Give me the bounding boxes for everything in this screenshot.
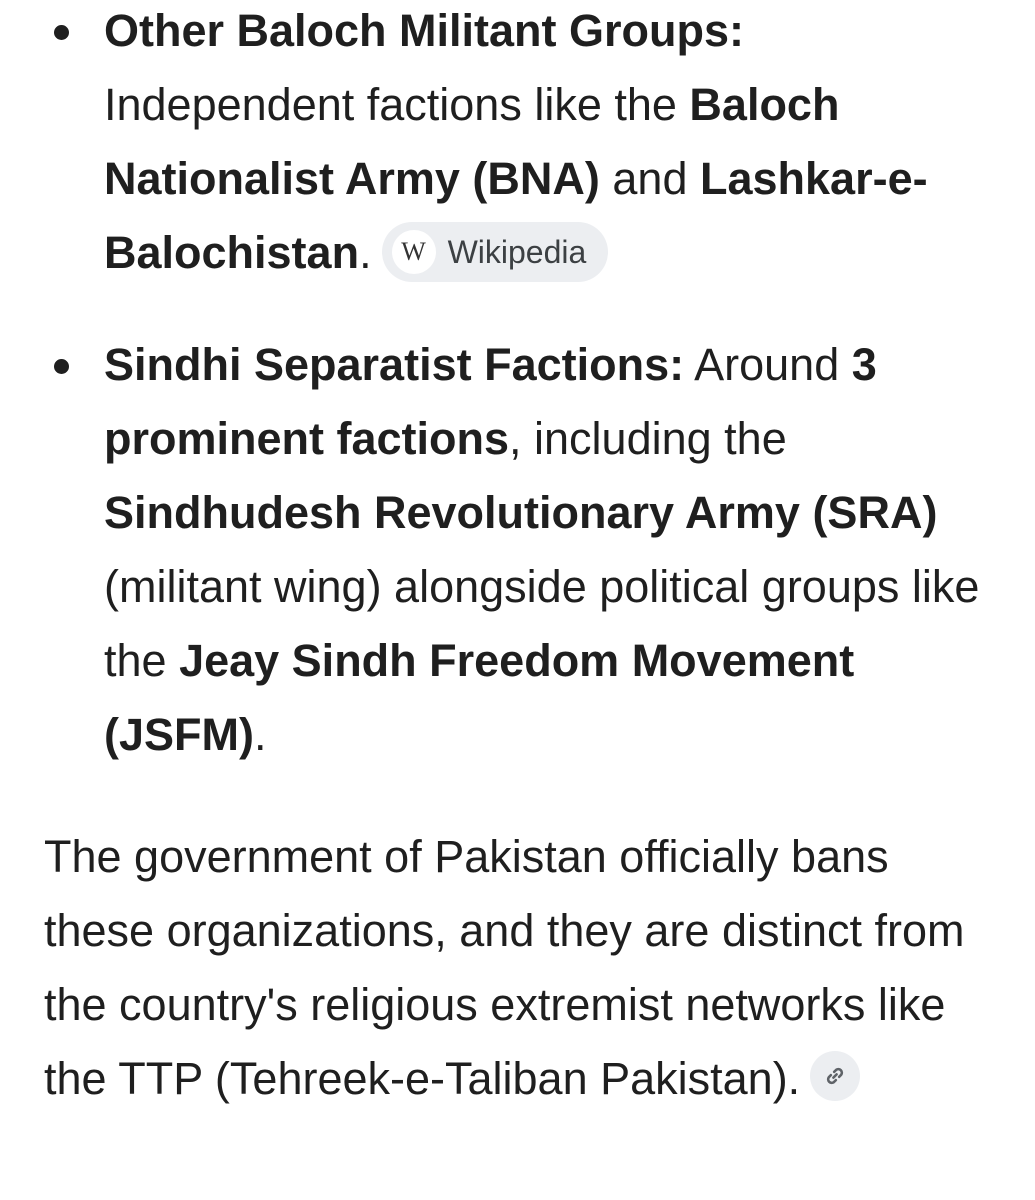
item-bold-text: Jeay Sindh Freedom Movement (JSFM) [104, 635, 855, 760]
closing-text: The government of Pakistan officially bans these organizations, and they are distinct from the country's religious extremist networks like the TTP (Tehreek-e-Taliban Pakistan). [44, 831, 965, 1104]
item-text: Independent factions like the [104, 79, 690, 130]
item-text: . [359, 227, 372, 278]
bullet-icon [54, 25, 69, 40]
item-text: . [254, 709, 267, 760]
source-chip-label: Wikipedia [447, 234, 587, 271]
item-text: , including the [509, 413, 787, 464]
item-bold-text: Baloch Nationalist Army (BNA) [104, 79, 840, 204]
item-text: (militant wing) alongside political groups like the [104, 561, 980, 686]
wikipedia-icon: W [392, 230, 436, 274]
item-text: and [599, 153, 700, 204]
item-bold-text: Lashkar-e-Balochistan [104, 153, 928, 278]
item-bold-text: 3 prominent factions [104, 339, 877, 464]
link-icon-glyph [822, 1063, 848, 1089]
source-chip-wikipedia[interactable] [382, 222, 609, 282]
list-item [0, 328, 1035, 772]
bullet-icon [54, 359, 69, 374]
item-heading: Sindhi Separatist Factions: [104, 339, 685, 390]
item-bold-text: Sindhudesh Revolutionary Army (SRA) [104, 487, 938, 538]
list-item [0, 0, 1035, 290]
closing-paragraph [0, 820, 1035, 1116]
link-icon[interactable] [810, 1051, 860, 1101]
item-text: Around [684, 339, 852, 390]
item-heading: Other Baloch Militant Groups: [104, 5, 745, 56]
